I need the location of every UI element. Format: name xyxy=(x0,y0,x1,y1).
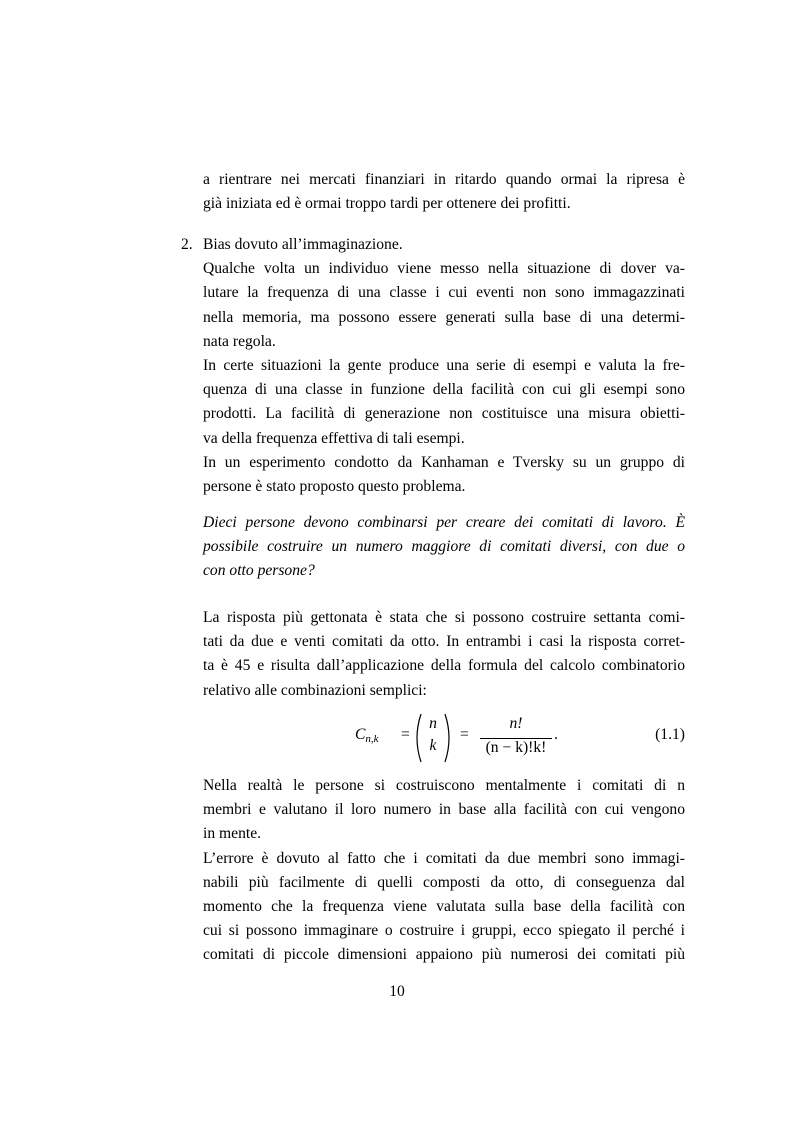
equation-number: (1.1) xyxy=(655,726,685,743)
text-line: membri e valutano il loro numero in base alla facilità con cui vengono xyxy=(203,801,685,819)
text-line: Nella realtà le persone si costruiscono mentalmente i comitati di n xyxy=(203,777,685,794)
page-number: 10 xyxy=(389,983,405,1000)
text-line: In certe situazioni la gente produce una serie di esempi e valuta la fre- xyxy=(203,356,685,374)
text-line: va della frequenza effettiva di tali esempi. xyxy=(203,429,465,447)
text-line: nabili più facilmente di quelli composti da otto, di conseguenza dal xyxy=(203,873,685,891)
text-line: lutare la frequenza di una classe i cui eventi non sono immagazzinati xyxy=(203,284,685,302)
list-item-number: 2. xyxy=(181,236,193,253)
equals-sign: = xyxy=(401,726,410,743)
binomial-bottom: k xyxy=(429,737,437,754)
equation-period: . xyxy=(554,726,558,743)
binomial-coefficient xyxy=(414,712,452,764)
text-line: già iniziata ed è ormai troppo tardi per ottenere dei profitti. xyxy=(203,195,571,213)
text-line: cui si possono immaginare o costruire i gruppi, ecco spiegato il perché i xyxy=(203,922,685,940)
text-line: tati da due e venti comitati da otto. In entrambi i casi la risposta corret- xyxy=(203,633,685,651)
explanation-paragraph xyxy=(203,774,685,968)
combination-equation xyxy=(203,712,685,764)
text-line: in mente. xyxy=(203,825,262,843)
equation-lhs xyxy=(355,726,379,745)
text-line: prodotti. La facilità di generazione non costituisce una misura obietti- xyxy=(203,405,685,423)
quote-line: Dieci persone devono combinarsi per creare dei comitati di lavoro. È xyxy=(203,514,685,531)
text-line: La risposta più gettonata è stata che si possono costruire settanta comi- xyxy=(203,609,685,626)
text-line: a rientrare nei mercati finanziari in ritardo quando ormai la ripresa è xyxy=(203,171,685,188)
text-line: In un esperimento condotto da Kanhaman e Tversky su un gruppo di xyxy=(203,453,685,471)
equation-symbol: C xyxy=(355,726,366,743)
problem-quote xyxy=(203,511,685,584)
fraction-denominator: (n − k)!k! xyxy=(485,739,547,756)
text-line: nella memoria, ma possono essere generati sulla base di una determi- xyxy=(203,308,685,326)
equation-subscript: n,k xyxy=(365,733,379,745)
text-line: Qualche volta un individuo viene messo nella situazione di dover va- xyxy=(203,260,685,278)
equals-sign: = xyxy=(460,726,469,743)
fraction-numerator: n! xyxy=(509,715,523,732)
text-line: L’errore è dovuto al fatto che i comitati da due membri sono immagi- xyxy=(203,849,685,867)
binomial-top: n xyxy=(429,715,437,732)
text-line: nata regola. xyxy=(203,332,276,350)
text-line: quenza di una classe in funzione della facilità con cui gli esempi sono xyxy=(203,381,685,399)
text-line: comitati di piccole dimensioni appaiono più numerosi dei comitati più xyxy=(203,946,685,964)
text-line: persone è stato proposto questo problema. xyxy=(203,477,466,495)
text-line: ta è 45 e risulta dall’applicazione della formula del calcolo combinatorio xyxy=(203,657,685,675)
quote-line: con otto persone? xyxy=(203,562,315,580)
quote-line: possibile costruire un numero maggiore di comitati diversi, con due o xyxy=(203,538,685,556)
answer-paragraph xyxy=(203,606,685,703)
list-item-body xyxy=(203,233,685,499)
text-line: relativo alle combinazioni semplici: xyxy=(203,681,427,699)
list-item-heading: Bias dovuto all’immaginazione. xyxy=(203,236,403,253)
fraction xyxy=(478,712,554,764)
paragraph-continuation xyxy=(203,168,685,216)
text-line: momento che la frequenza viene valutata sulla base della facilità con xyxy=(203,897,685,915)
